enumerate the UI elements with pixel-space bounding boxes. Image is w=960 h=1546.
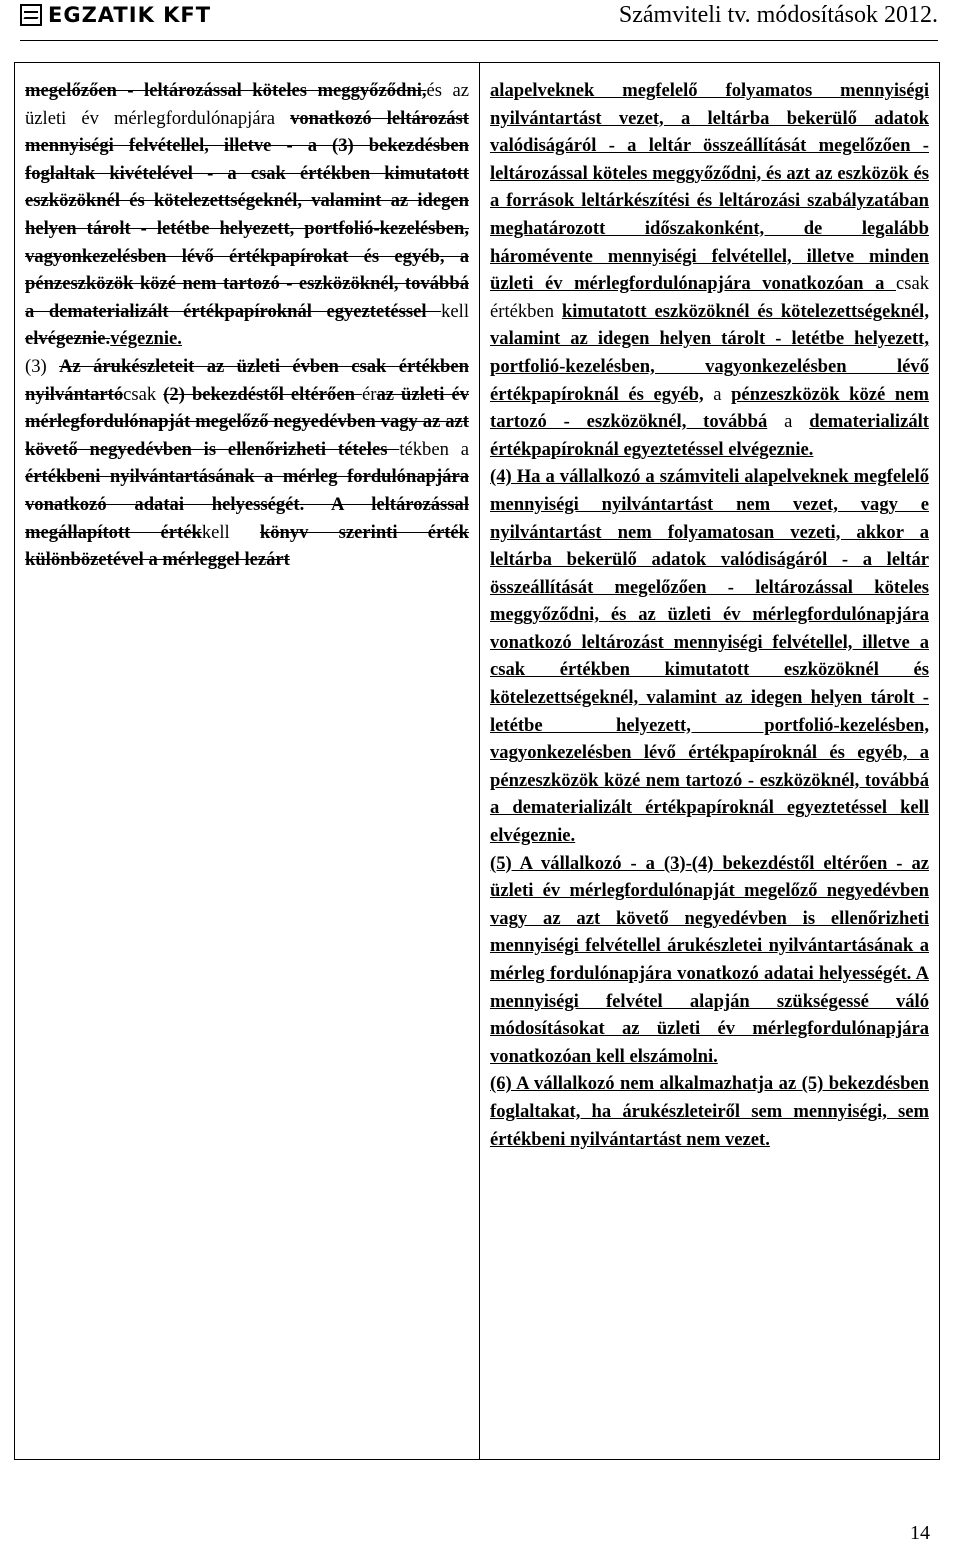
logo-text: EGZATIK KFT [48, 3, 212, 27]
text-run: megelőzően - leltározással köteles meggyőződni, [25, 80, 427, 101]
company-logo [20, 3, 211, 27]
text-run: ér [361, 383, 377, 405]
comparison-table [14, 62, 940, 1460]
right-column-new-text [480, 63, 939, 1459]
text-run: alapelveknek megfelelő folyamatos mennyiségi nyilvántartást vezet, a leltárba bekerülő adatok valódiságáról - a leltár összeállítását megelőzően - leltározással köteles meggyőződni, és azt [490, 80, 929, 184]
text-run: tékben a [399, 438, 469, 460]
text-run: csak [123, 383, 164, 405]
logo-mark-icon [20, 4, 42, 26]
text-run: kell [441, 300, 469, 322]
right-paragraph-4: (4) Ha a vállalkozó a számviteli alapelveknek megfelelő mennyiségi nyilvántartást nem vezet, vagy e nyilvántartást nem folyamatosan vezeti, akkor a leltárba bekerülő adatok valódiságáról - a leltár összeállítását megelőzően - leltározással köteles meggyőződni, és az üzleti év mérlegfordulónapjára vonatkozó leltározást mennyiségi felvétellel, illetve a csak értékben kimutatott eszközöknél és kötelezettségeknél, valamint az idegen helyen tárolt - letétbe helyezett, portfolió-kezelésben, vagyonkezelésben lévő értékpapíroknál és egyéb, a pénzeszközök közé nem tartozó - eszközöknél, továbbá a dematerializált értékpapíroknál egyeztetéssel kell elvégeznie. [490, 466, 929, 847]
text-run: (2) bekezdéstől eltérően [163, 383, 362, 405]
text-run: az üzleti év mérlegfordulónapját megelőző negyedévben vagy az azt követő negyedévben is ellenőrizheti tételes [25, 383, 469, 460]
text-run: kell [201, 521, 260, 543]
text-run: értékbeni nyilvántartásának a mérleg fordulónapjára vonatkozó adatai helyességét. A leltározással megállapított érték [25, 466, 469, 543]
text-run: a [703, 383, 732, 405]
header-divider [20, 40, 938, 41]
text-run: végeznie. [110, 328, 182, 350]
text-run: vonatkozó leltározást mennyiségi felvétellel, illetve - a (3) bekezdésben foglaltak kivételével - a csak értékben kimutatott eszközöknél és kötelezettségeknél, valamint az idegen helyen tárolt - letétbe helyezett, portfolió-kezelésben, vagyonkezelésben lévő értékpapírokat és egyéb, a pénzeszközök közé nem tartozó - eszközöknél, továbbá a dematerializált értékpapíroknál egyeztetéssel [25, 107, 469, 322]
text-run: dematerializált értékpapíroknál egyeztetéssel elvégeznie. [490, 411, 929, 460]
right-paragraph-1 [490, 77, 929, 463]
document-title: Számviteli tv. módosítások 2012. [618, 2, 938, 28]
text-run: (3) [25, 355, 60, 377]
text-run: az eszközök és a források leltárkészítési és leltározási szabályzatában meghatározott időszakonként, de legalább háromévente mennyiségi felvétellel, illetve minden [490, 162, 929, 267]
text-run: üzleti év mérlegfordulónapjára vonatkozóan a [490, 273, 896, 295]
right-paragraph-5: (5) A vállalkozó - a (3)-(4) bekezdéstől eltérően - az üzleti év mérlegfordulónapját megelőző negyedévben vagy az azt követő negyedévben is ellenőrizheti mennyiségi felvétellel árukészletei nyilvántartásának a mérleg fordulónapjára vonatkozó adatai helyességét. A mennyiségi felvétel alapján szükségessé váló módosításokat az üzleti év mérlegfordulónapjára vonatkozóan kell elszámolni. [490, 852, 929, 1067]
page-header [0, 0, 960, 48]
text-run: a [767, 411, 810, 433]
left-paragraph-1 [25, 77, 469, 353]
text-run: Az árukészleteit az üzleti évben csak értékben nyilvántartó [25, 355, 469, 405]
page-number: 14 [910, 1522, 930, 1544]
text-run: könyv szerinti érték különbözetével a mérleggel lezárt [25, 521, 469, 571]
right-paragraph-6: (6) A vállalkozó nem alkalmazhatja az (5) bekezdésben foglaltakat, ha árukészleteiről sem mennyiségi, sem értékbeni nyilvántartást nem vezet. [490, 1073, 929, 1150]
text-run: elvégeznie. [25, 328, 111, 350]
text-run: kimutatott eszközöknél és kötelezettségeknél, valamint az idegen helyen tárolt - letétbe helyezett, portfolió-kezelésben, vagyonkezelésben lévő értékpapíroknál és egyéb, [490, 300, 929, 405]
text-run: csak értékben [490, 273, 929, 322]
left-column-old-text [15, 63, 480, 1459]
text-run: és az üzleti év mérlegfordulónapjára [25, 80, 469, 129]
left-paragraph-2 [25, 353, 469, 574]
text-run: pénzeszközök közé nem tartozó - eszközöknél, továbbá [490, 383, 930, 433]
